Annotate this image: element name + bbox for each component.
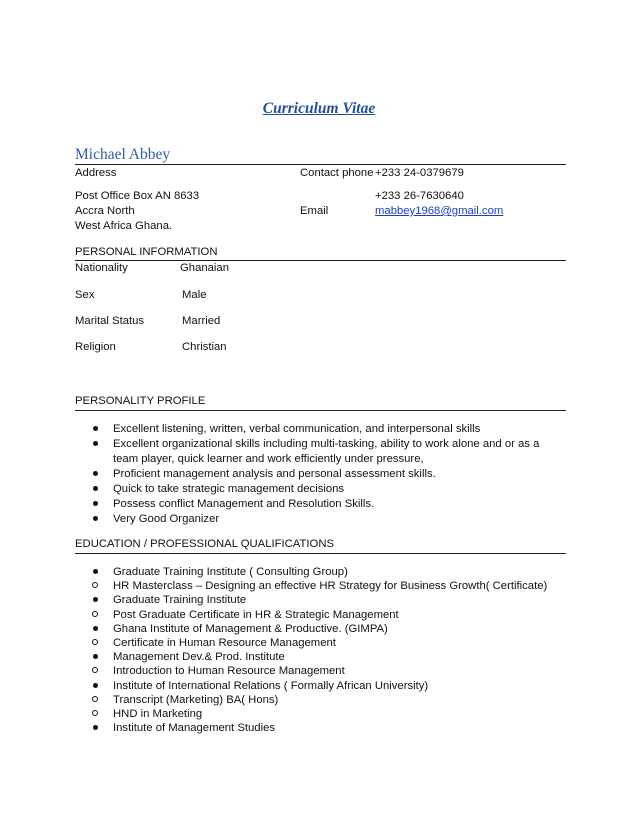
personal-info-heading: PERSONAL INFORMATION — [75, 246, 218, 258]
list-item: Proficient management analysis and personal assessment skills. — [75, 467, 555, 482]
personality-profile-list — [75, 422, 555, 527]
marital-status-value: Married — [182, 315, 221, 327]
personal-info-divider — [75, 260, 566, 261]
bullet-icon — [89, 721, 101, 735]
phone-primary: +233 24-0379679 — [375, 167, 464, 179]
address-label: Address — [75, 167, 117, 179]
bullet-icon — [89, 437, 101, 452]
list-item: Ghana Institute of Management & Productive. (GIMPA) — [75, 622, 555, 636]
bullet-icon — [89, 512, 101, 527]
circle-bullet-icon — [89, 608, 101, 622]
list-item: Institute of International Relations ( Formally African University) — [75, 679, 555, 693]
education-heading: EDUCATION / PROFESSIONAL QUALIFICATIONS — [75, 538, 335, 550]
list-item: Institute of Management Studies — [75, 721, 555, 735]
candidate-name: Michael Abbey — [75, 146, 171, 163]
sex-value: Male — [182, 289, 207, 301]
circle-bullet-icon — [89, 579, 101, 593]
list-item: Possess conflict Management and Resolution Skills. — [75, 497, 555, 512]
education-list — [75, 565, 555, 735]
sex-label: Sex — [75, 289, 95, 301]
list-item: Graduate Training Institute — [75, 593, 555, 607]
address-line-1: Post Office Box AN 8633 — [75, 190, 200, 202]
email-link[interactable]: mabbey1968@gmail.com — [375, 205, 504, 217]
nationality-label: Nationality — [75, 262, 128, 274]
bullet-icon — [89, 679, 101, 693]
circle-bullet-icon — [89, 664, 101, 678]
phone-label: Contact phone — [300, 167, 374, 179]
bullet-icon — [89, 482, 101, 497]
list-item: Quick to take strategic management decisions — [75, 482, 555, 497]
circle-bullet-icon — [89, 693, 101, 707]
marital-status-label: Marital Status — [75, 315, 145, 327]
bullet-icon — [89, 650, 101, 664]
nationality-value: Ghanaian — [180, 262, 229, 274]
religion-label: Religion — [75, 341, 116, 353]
education-divider — [75, 553, 566, 554]
bullet-icon — [89, 565, 101, 579]
bullet-icon — [89, 422, 101, 437]
bullet-icon — [89, 467, 101, 482]
list-item: Excellent listening, written, verbal communication, and interpersonal skills — [75, 422, 555, 437]
document-title: Curriculum Vitae — [262, 100, 376, 117]
bullet-icon — [89, 497, 101, 512]
email-label: Email — [300, 205, 329, 217]
phone-secondary: +233 26-7630640 — [375, 190, 464, 202]
address-line-3: West Africa Ghana. — [75, 220, 173, 232]
list-item: HND in Marketing — [75, 707, 555, 721]
list-item: Certificate in Human Resource Management — [75, 636, 555, 650]
name-divider — [75, 164, 566, 165]
address-line-2: Accra North — [75, 205, 135, 217]
personality-profile-divider — [75, 410, 566, 411]
circle-bullet-icon — [89, 636, 101, 650]
list-item: Introduction to Human Resource Management — [75, 664, 555, 678]
list-item: Management Dev.& Prod. Institute — [75, 650, 555, 664]
list-item: Post Graduate Certificate in HR & Strategic Management — [75, 608, 555, 622]
bullet-icon — [89, 593, 101, 607]
circle-bullet-icon — [89, 707, 101, 721]
list-item: Graduate Training Institute ( Consulting Group) — [75, 565, 555, 579]
list-item: Very Good Organizer — [75, 512, 555, 527]
bullet-icon — [89, 622, 101, 636]
list-item: Excellent organizational skills including multi-tasking, ability to work alone and or as a team player, quick learner and work efficiently under pressure, — [75, 437, 555, 467]
religion-value: Christian — [182, 341, 227, 353]
personality-profile-heading: PERSONALITY PROFILE — [75, 395, 206, 407]
list-item: Transcript (Marketing) BA( Hons) — [75, 693, 555, 707]
list-item: HR Masterclass – Designing an effective HR Strategy for Business Growth( Certificate) — [75, 579, 555, 593]
